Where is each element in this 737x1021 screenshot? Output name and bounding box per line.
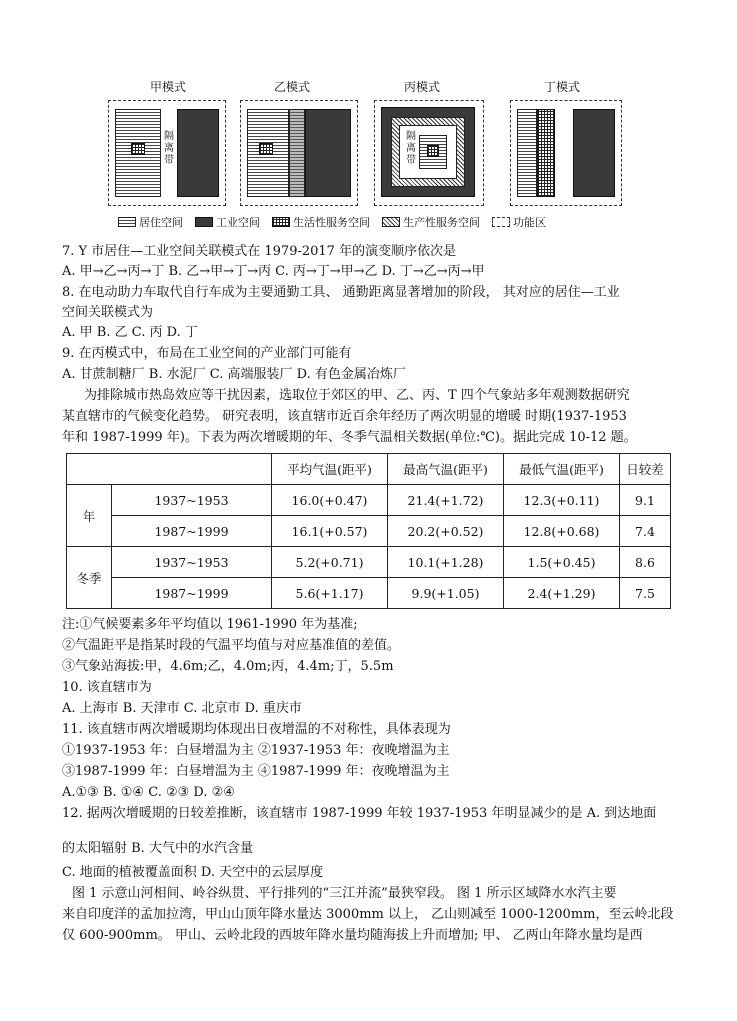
table-cell: 1.5(+0.45) xyxy=(504,547,620,578)
production-service-swatch xyxy=(382,217,400,227)
table-cell: 7.4 xyxy=(620,516,671,547)
table-header: 平均气温(距平) xyxy=(272,454,388,485)
living-service-space xyxy=(259,143,273,155)
question-11: 11. 该直辖市两次增暖期均体现出日夜增温的不对称性，具体表现为 xyxy=(62,722,451,737)
table-header: 最高气温(距平) xyxy=(388,454,504,485)
legend-label: 生活性服务空间 xyxy=(293,216,370,229)
living-service-space xyxy=(427,145,439,157)
group-label: 冬季 xyxy=(67,547,112,609)
legend-label: 工业空间 xyxy=(216,216,260,229)
diagram-legend xyxy=(118,214,638,230)
note-2: ②气温距平是指某时段的气温平均值与对应基准值的差值。 xyxy=(62,638,401,653)
question-8-options: A. 甲 B. 乙 C. 丙 D. 丁 xyxy=(62,325,198,340)
question-11-options: A.①③ B. ①④ C. ②③ D. ②④ xyxy=(62,785,235,800)
question-7-options: A. 甲→乙→丙→丁 B. 乙→甲→丁→丙 C. 丙→丁→甲→乙 D. 丁→乙→丙→甲 xyxy=(62,264,485,279)
table-header: 最低气温(距平) xyxy=(504,454,620,485)
group-label: 年 xyxy=(67,485,112,547)
legend-item xyxy=(195,214,260,230)
industrial-swatch xyxy=(195,217,213,227)
mode-title-ding: 丁模式 xyxy=(543,80,580,94)
table-header-blank xyxy=(67,454,272,485)
paragraph-line-2: 来自印度洋的孟加拉湾，甲山山顶年降水量达 3000mm 以上， 乙山则减至 1000-1200mm，至云岭北段 xyxy=(62,907,674,922)
mode-title-yi: 乙模式 xyxy=(273,80,310,94)
table-header-row xyxy=(67,454,671,485)
living-service-swatch xyxy=(272,217,290,227)
living-service-space xyxy=(537,109,555,197)
table-cell: 10.1(+1.28) xyxy=(388,547,504,578)
question-11-line-1: ①1937-1953 年：白昼增温为主 ②1937-1953 年：夜晚增温为主 xyxy=(62,743,450,758)
industrial-space xyxy=(573,109,615,197)
table-cell: 8.6 xyxy=(620,547,671,578)
separator-label: 隔离带 xyxy=(406,131,416,166)
table-cell: 16.0(+0.47) xyxy=(272,485,388,516)
intro-line-1: 为排除城市热岛效应等干扰因素，选取位于郊区的甲、乙、丙、T 四个气象站多年观测数据研究 xyxy=(84,388,630,403)
table-cell: 5.6(+1.17) xyxy=(272,578,388,609)
paragraph-line-1: 图 1 示意山河相间、岭谷纵贯、平行排列的“三江并流”最狭窄段。 图 1 所示区域降水水汽主要 xyxy=(72,886,617,901)
table-cell: 1987~1999 xyxy=(112,516,272,547)
mode-box-jia xyxy=(108,100,226,206)
table-cell: 1987~1999 xyxy=(112,578,272,609)
mode-box-yi xyxy=(240,100,358,206)
question-10-options: A. 上海市 B. 天津市 C. 北京市 D. 重庆市 xyxy=(62,701,302,716)
question-8: 8. 在电动助力车取代自行车成为主要通勤工具、 通勤距离显著增加的阶段， 其对应的居住—工业 xyxy=(62,285,620,300)
question-9: 9. 在丙模式中，布局在工业空间的产业部门可能有 xyxy=(62,346,352,361)
note-1: 注:①气候要素多年平均值以 1961-1990 年为基准; xyxy=(62,617,358,632)
intro-line-3: 年和 1987-1999 年)。下表为两次增暖期的年、冬季气温相关数据(单位:℃)。据此完成 10-12 题。 xyxy=(62,430,637,445)
living-service-space xyxy=(131,143,145,155)
table-cell: 2.4(+1.29) xyxy=(504,578,620,609)
question-11-line-2: ③1987-1999 年：白昼增温为主 ④1987-1999 年：夜晚增温为主 xyxy=(62,764,450,779)
legend-item xyxy=(272,214,370,230)
table-cell: 5.2(+0.71) xyxy=(272,547,388,578)
table-row xyxy=(67,547,671,578)
table-cell: 7.5 xyxy=(620,578,671,609)
legend-label: 生产性服务空间 xyxy=(403,216,480,229)
table-cell: 20.2(+0.52) xyxy=(388,516,504,547)
table-cell: 16.1(+0.57) xyxy=(272,516,388,547)
mode-diagrams xyxy=(100,78,640,230)
mode-title-jia: 甲模式 xyxy=(149,80,186,94)
table-cell: 1937~1953 xyxy=(112,547,272,578)
question-8-cont: 空间关联模式为 xyxy=(62,305,154,320)
mode-box-bing xyxy=(374,100,484,206)
legend-item xyxy=(118,214,183,230)
table-cell: 12.8(+0.68) xyxy=(504,516,620,547)
note-3: ③气象站海拔:甲，4.6m;乙，4.0m;丙，4.4m;丁，5.5m xyxy=(62,659,394,674)
residential-space xyxy=(517,109,537,197)
table-cell: 21.4(+1.72) xyxy=(388,485,504,516)
production-service-space xyxy=(289,109,305,197)
mode-title-bing: 丙模式 xyxy=(403,80,440,94)
table-cell: 12.3(+0.11) xyxy=(504,485,620,516)
intro-line-2: 某直辖市的气候变化趋势。 研究表明，该直辖市近百余年经历了两次明显的增暖 时期(1937-1953 xyxy=(62,409,627,424)
question-12-cont: 的太阳辐射 B. 大气中的水汽含量 xyxy=(62,841,253,856)
paragraph-line-3: 仅 600-900mm。 甲山、云岭北段的西坡年降水量均随海拔上升而增加; 甲、 乙两山年降水量均是西 xyxy=(62,928,643,943)
table-row xyxy=(67,485,671,516)
table-row xyxy=(67,516,671,547)
function-zone-swatch xyxy=(492,217,510,227)
industrial-space xyxy=(177,109,219,197)
mode-box-ding xyxy=(510,100,622,206)
question-7: 7. Y 市居住—工业空间关联模式在 1979-2017 年的演变顺序依次是 xyxy=(62,244,457,259)
legend-item xyxy=(382,214,480,230)
legend-label: 功能区 xyxy=(513,216,546,229)
question-10: 10. 该直辖市为 xyxy=(62,680,152,695)
table-header: 日较差 xyxy=(620,454,671,485)
table-row xyxy=(67,578,671,609)
question-9-options: A. 甘蔗制糖厂 B. 水泥厂 C. 高端服装厂 D. 有色金属冶炼厂 xyxy=(62,367,406,382)
separator-label: 隔离带 xyxy=(164,131,174,166)
temperature-table xyxy=(66,453,671,609)
legend-item xyxy=(492,214,546,230)
question-12: 12. 据两次增暖期的日较差推断，该直辖市 1987-1999 年较 1937-1953 年明显减少的是 A. 到达地面 xyxy=(62,806,657,821)
industrial-space xyxy=(305,109,351,197)
table-cell: 9.9(+1.05) xyxy=(388,578,504,609)
table-cell: 9.1 xyxy=(620,485,671,516)
legend-label: 居住空间 xyxy=(139,216,183,229)
residential-swatch xyxy=(118,217,136,227)
table-cell: 1937~1953 xyxy=(112,485,272,516)
question-12-options: C. 地面的植被覆盖面积 D. 天空中的云层厚度 xyxy=(62,865,324,880)
